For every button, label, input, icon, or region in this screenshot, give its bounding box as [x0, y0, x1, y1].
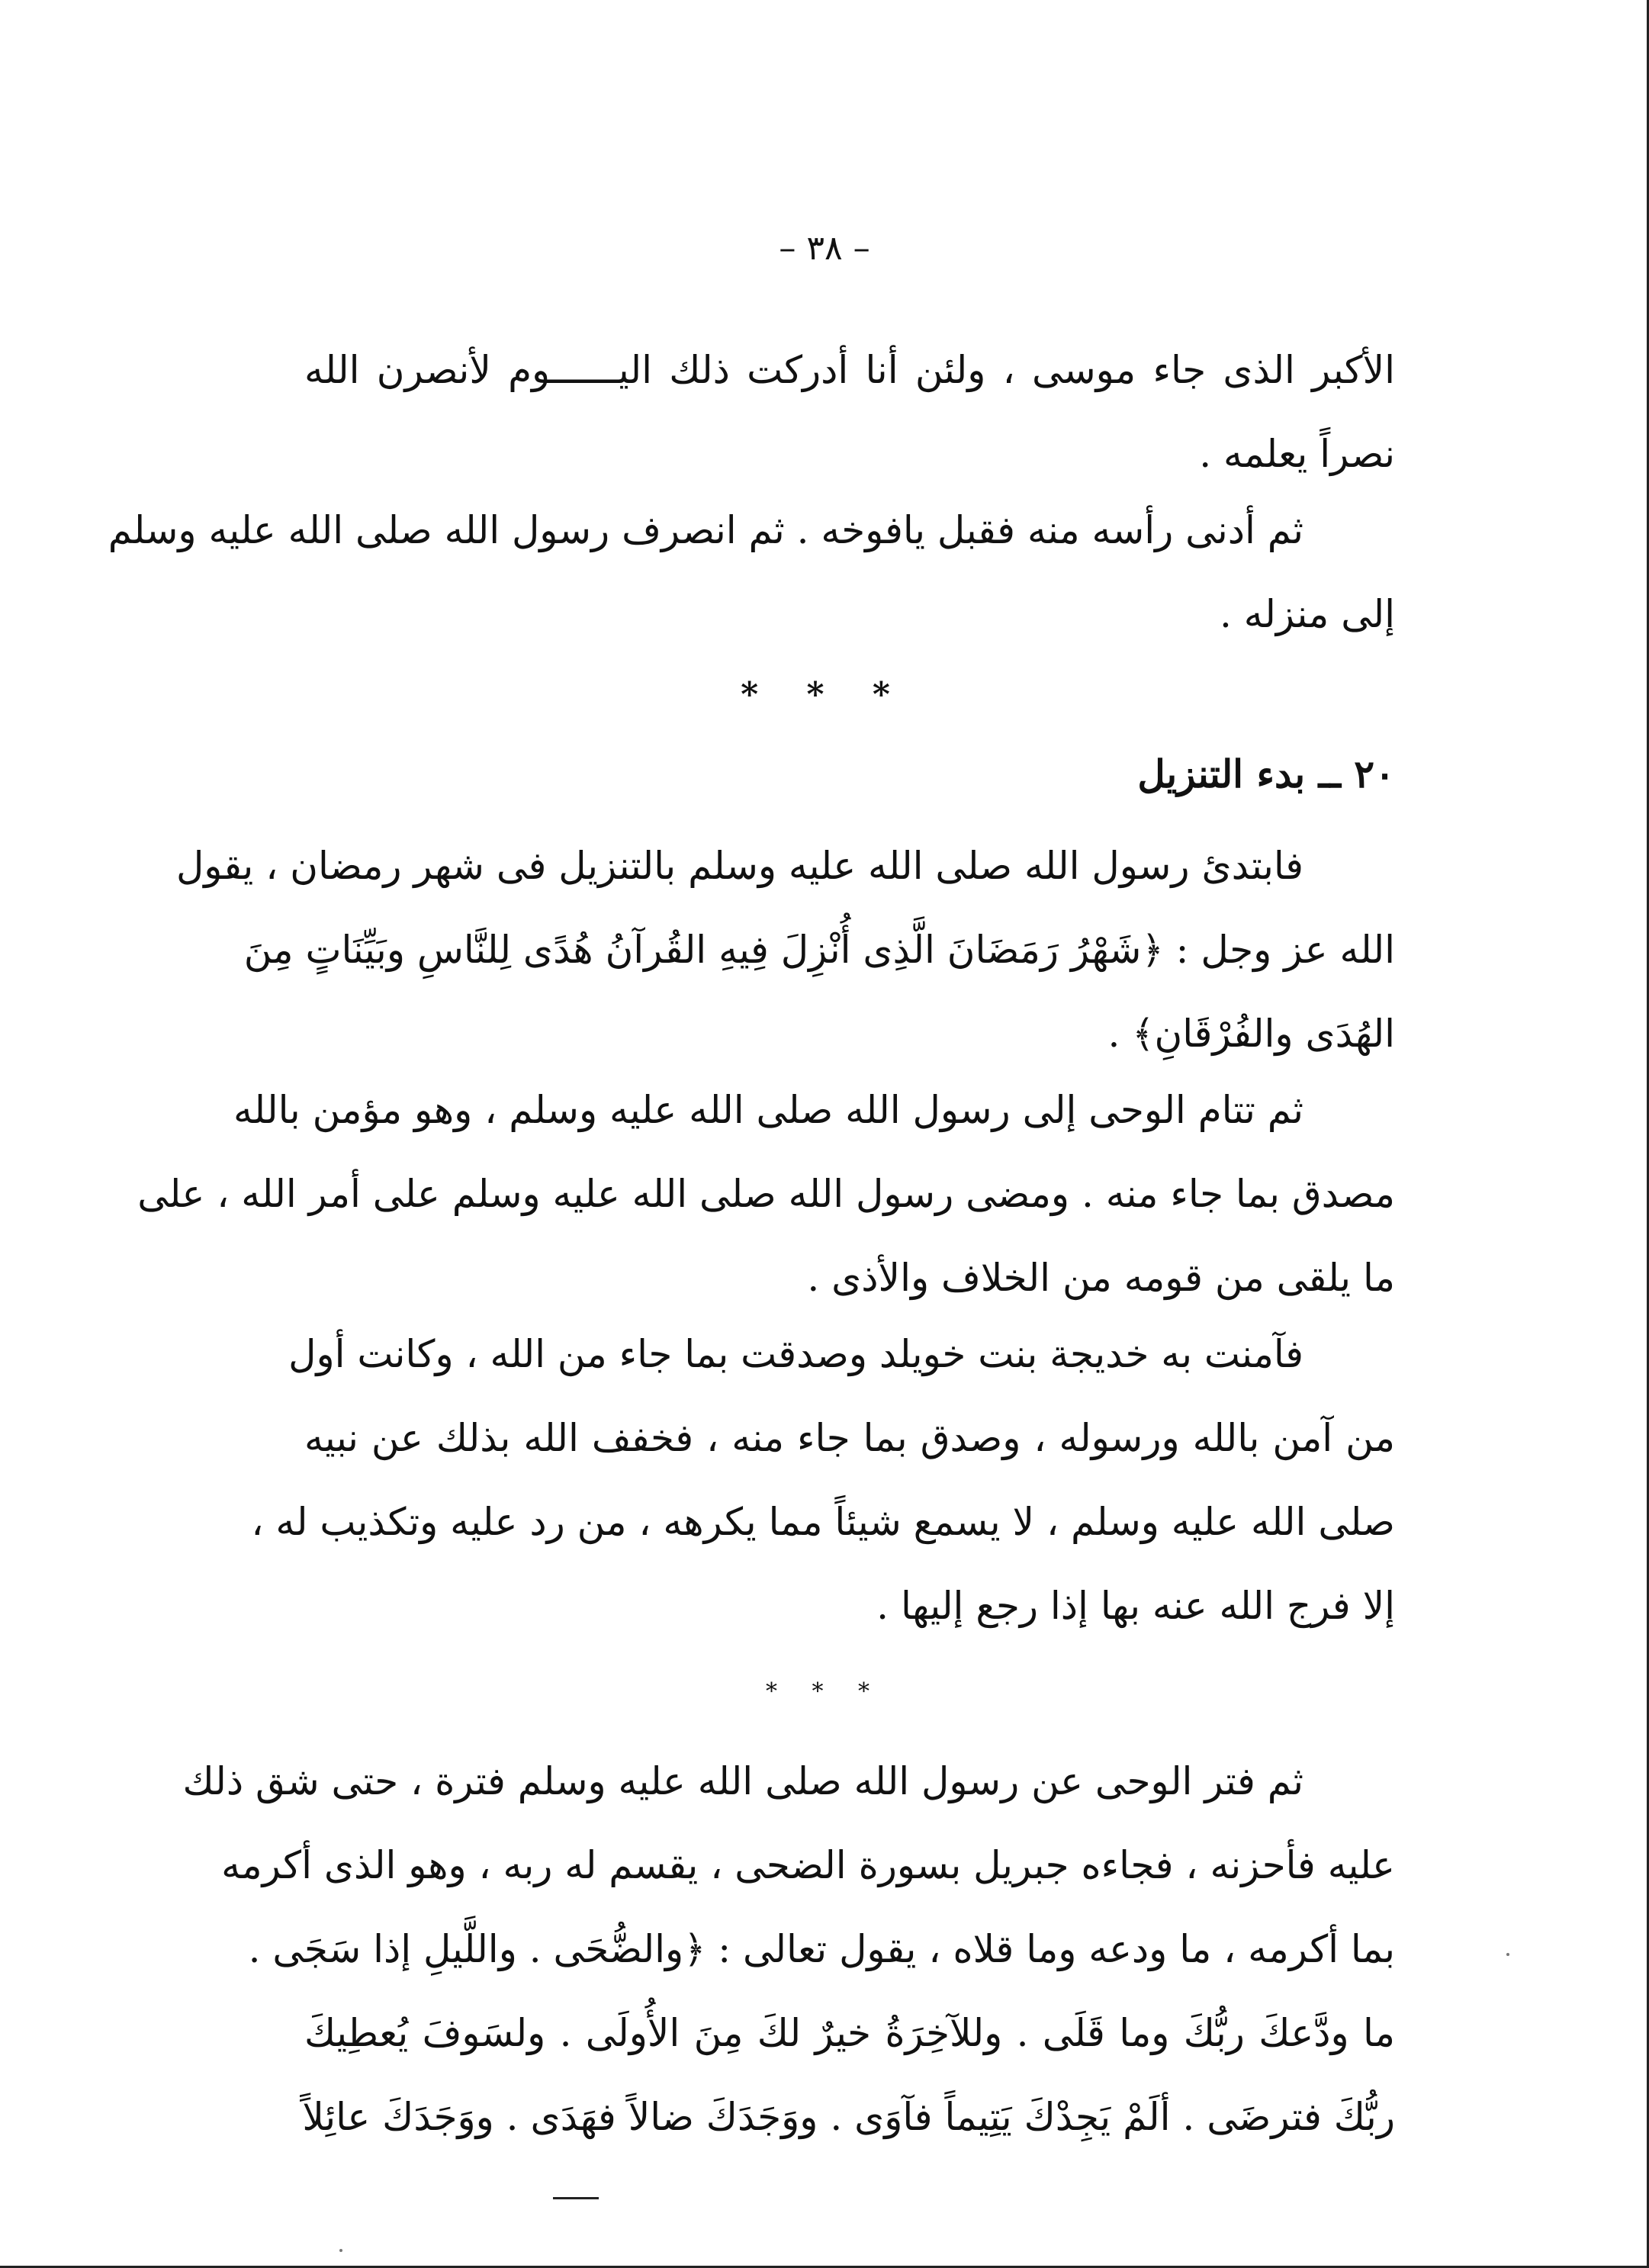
paragraph-line: ما يلقى من قومه من الخلاف والأذى . — [807, 1256, 1395, 1300]
paragraph-line: فابتدئ رسول الله صلى الله عليه وسلم بالتنزيل فى شهر رمضان ، يقول — [175, 844, 1303, 888]
paragraph-line: إلى منزله . — [1220, 592, 1395, 636]
scan-speck — [339, 2249, 342, 2252]
paragraph-line: الهُدَى والفُرْقَانِ﴾ . — [1107, 1012, 1395, 1056]
paragraph-line: من آمن بالله ورسوله ، وصدق بما جاء منه ، فخفف الله بذلك عن نبيه — [304, 1416, 1395, 1460]
page-number: – ٣٨ – — [779, 229, 870, 268]
paragraph-line: إلا فرج الله عنه بها إذا رجع إليها . — [876, 1584, 1395, 1628]
paragraph-3 — [175, 824, 1395, 1076]
paragraph-1 — [304, 328, 1395, 496]
section-separator: * * * — [765, 1678, 884, 1705]
paragraph-line: ثم تتام الوحى إلى رسول الله صلى الله عليه وسلم ، وهو مؤمن بالله — [233, 1088, 1303, 1132]
section-separator: * * * — [741, 675, 908, 714]
paragraph-line: ربُّكَ فترضَى . ألَمْ يَجِدْكَ يَتِيماً فآوَى . ووَجَدَكَ ضالاً فهَدَى . ووَجَدَكَ عائِلاً — [302, 2095, 1395, 2139]
paragraph-line: ما ودَّعكَ ربُّكَ وما قَلَى . وللآخِرَةُ خيرٌ لكَ مِنَ الأُولَى . ولسَوفَ يُعطِيكَ — [304, 2011, 1395, 2055]
paragraph-line: بما أكرمه ، ما ودعه وما قلاه ، يقول تعالى : ﴿والضُّحَى . واللَّيلِ إذا سَجَى . — [248, 1927, 1395, 1971]
section-heading: ٢٠ ــ بدء التنزيل — [1137, 751, 1395, 796]
paragraph-line: فآمنت به خديجة بنت خويلد وصدقت بما جاء من الله ، وكانت أول — [288, 1332, 1303, 1376]
paragraph-4 — [137, 1068, 1395, 1320]
paragraph-line: نصراً يعلمه . — [1199, 432, 1395, 476]
paragraph-6 — [182, 1739, 1395, 2159]
paragraph-5 — [251, 1312, 1395, 1648]
paragraph-line: مصدق بما جاء منه . ومضى رسول الله صلى الله عليه وسلم على أمر الله ، على — [137, 1172, 1395, 1216]
paragraph-line: صلى الله عليه وسلم ، لا يسمع شيئاً مما يكرهه ، من رد عليه وتكذيب له ، — [251, 1500, 1395, 1544]
paragraph-line: ثم فتر الوحى عن رسول الله صلى الله عليه وسلم فترة ، حتى شق ذلك — [182, 1759, 1303, 1803]
footer-rule — [553, 2197, 599, 2199]
paragraph-line: الأكبر الذى جاء موسى ، ولئن أنا أدركت ذلك اليــــــوم لأنصرن الله — [304, 348, 1395, 392]
paragraph-line: عليه فأحزنه ، فجاءه جبريل بسورة الضحى ، يقسم له ربه ، وهو الذى أكرمه — [221, 1843, 1395, 1887]
scan-speck — [1506, 1953, 1509, 1956]
paragraph-2 — [108, 488, 1395, 656]
paragraph-line: ثم أدنى رأسه منه فقبل يافوخه . ثم انصرف رسول الله صلى الله عليه وسلم — [108, 508, 1303, 552]
paragraph-line: الله عز وجل : ﴿شَهْرُ رَمَضَانَ الَّذِى أُنْزِلَ فِيهِ القُرآنُ هُدًى لِلنَّاسِ وبَيِّنَاتٍ مِنَ — [243, 928, 1395, 972]
